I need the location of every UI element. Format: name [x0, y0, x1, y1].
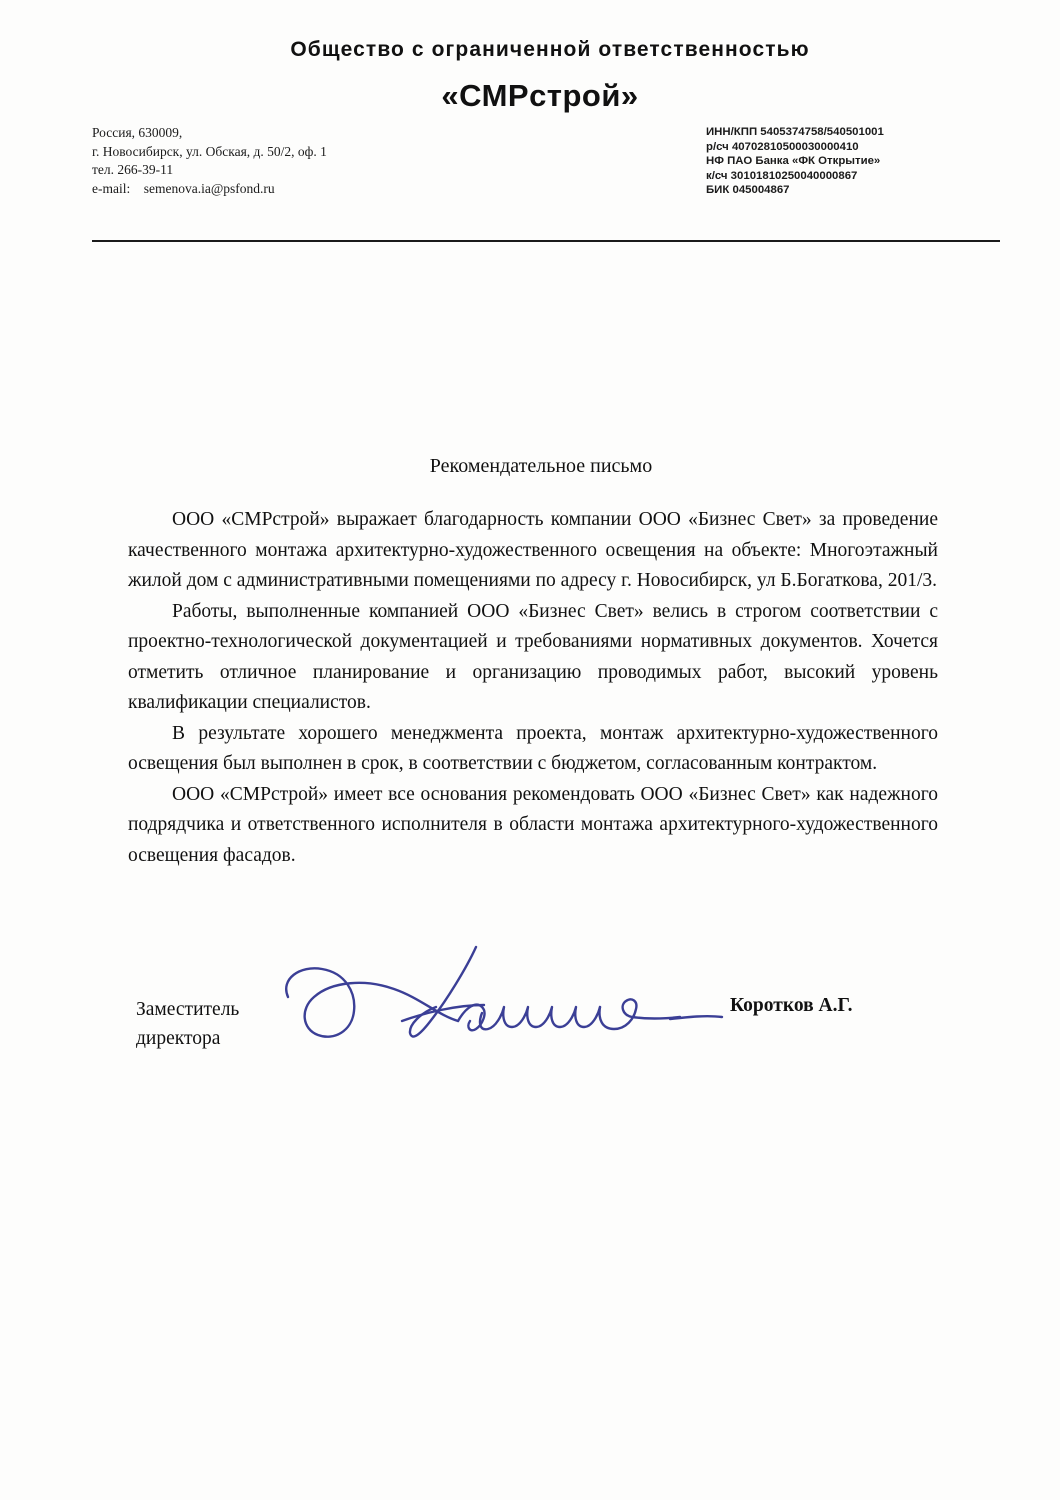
letter-body	[128, 505, 938, 871]
bank-name: НФ ПАО Банка «ФК Открытие»	[706, 155, 881, 168]
signer-role	[136, 995, 239, 1053]
bank-details-block	[706, 125, 884, 198]
signer-name: Коротков А.Г.	[730, 995, 853, 1016]
bank-account: р/сч 40702810500030000410	[706, 140, 859, 153]
letterhead-info	[0, 124, 1060, 204]
company-name: «СМРстрой»	[441, 78, 639, 113]
contact-address-street: г. Новосибирск, ул. Обская, д. 50/2, оф. 1	[92, 143, 327, 159]
page-title: Рекомендательное письмо	[429, 455, 653, 477]
signature-block	[0, 985, 1060, 1125]
letterhead	[0, 38, 1060, 197]
signer-role-line1: Заместитель	[136, 999, 240, 1020]
contact-phone: тел. 266-39-11	[92, 162, 174, 177]
contact-address-country: Россия, 630009,	[92, 125, 183, 140]
handwritten-signature-icon	[270, 935, 740, 1085]
bank-inn-kpp: ИНН/КПП 5405374758/540501001	[706, 126, 884, 138]
paragraph-3: В результате хорошего менеджмента проекта, монтаж архитектурно-художественного освещения был выполнен в срок, в соответствии с бюджетом, согласованным контрактом.	[128, 722, 938, 774]
bank-corr-account: к/сч 30101810250040000867	[706, 169, 858, 182]
company-type: Общество с ограниченной ответственностью	[290, 38, 810, 61]
paragraph-1: ООО «СМРстрой» выражает благодарность компании ООО «Бизнес Свет» за проведение качественного монтажа архитектурно-художественного освещения на объекте: Многоэтажный жилой дом с административными помещениями по адресу г. Новосибирск, ул Б.Богаткова, 201/3.	[128, 509, 938, 591]
letterhead-divider	[92, 240, 1000, 242]
contact-block	[92, 124, 327, 198]
contact-email: e-mail: semenova.ia@psfond.ru	[92, 180, 275, 196]
paragraph-4: ООО «СМРстрой» имеет все основания рекомендовать ООО «Бизнес Свет» как надежного подрядчика и ответственного исполнителя в области монтажа архитектурного-художественного освещения фасадов.	[128, 783, 938, 866]
signer-role-line2: директора	[136, 1028, 221, 1049]
paragraph-2: Работы, выполненные компанией ООО «Бизнес Свет» велись в строгом соответствии с проектно-технологической документацией и требованиями нормативных документов. Хочется отметить отличное планирование и организацию проводимых работ, высокий уровень квалификации специалистов.	[128, 600, 938, 713]
bank-bik: БИК 045004867	[706, 184, 790, 197]
